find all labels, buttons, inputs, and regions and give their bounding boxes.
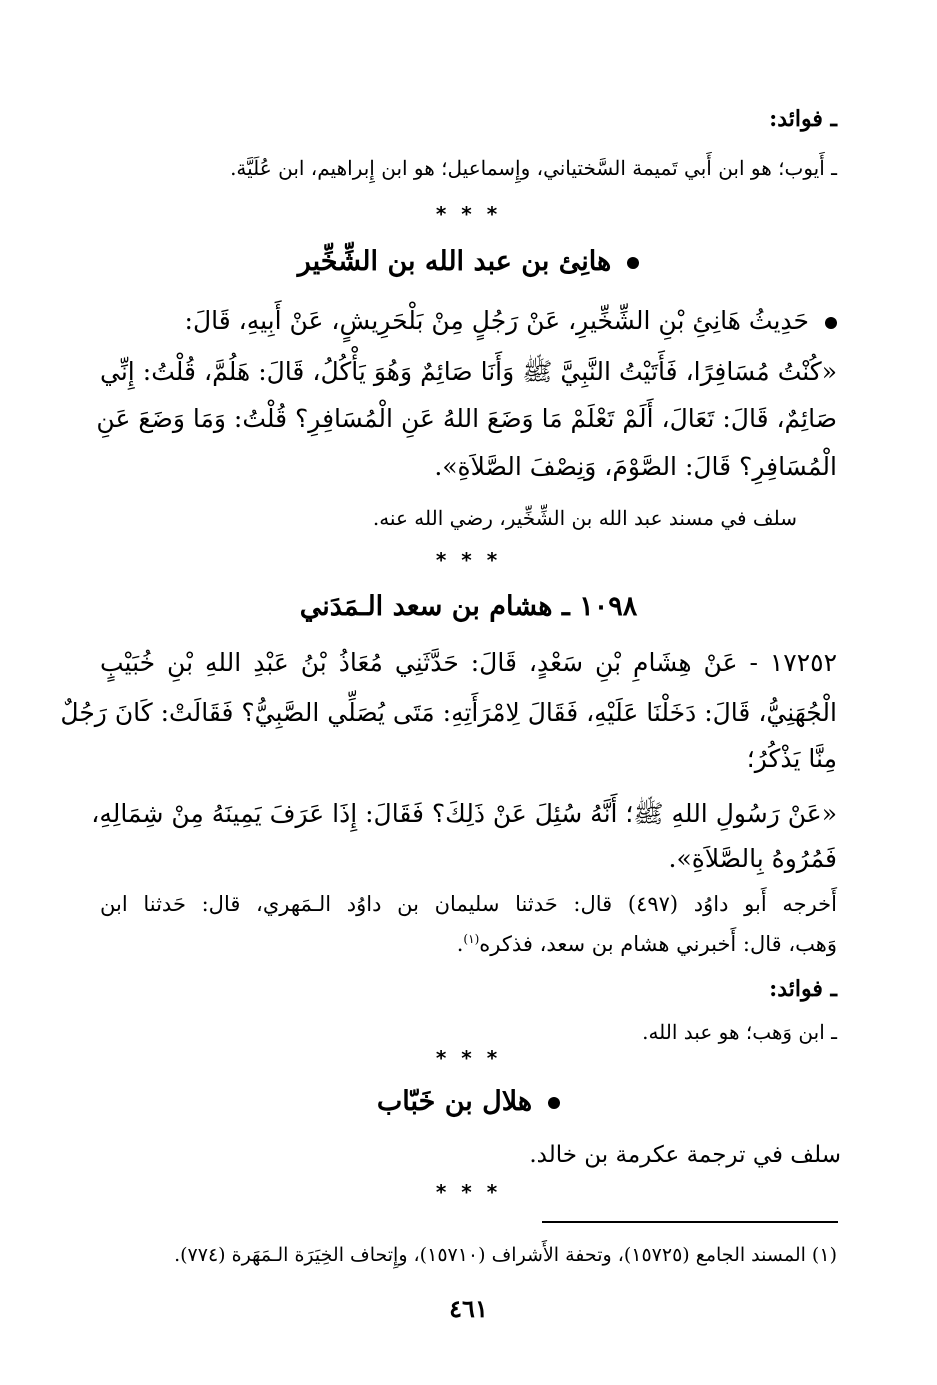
section-divider: * * * — [435, 1046, 502, 1070]
hadith-line: الْجُهَنِيُّ، قَالَ: دَخَلْنَا عَلَيْهِ، فَقَالَ لِامْرَأَتِهِ: مَتَى يُصَلِّي الصَّبِيُّ؟ فَقَالَتْ: كَانَ رَجُلٌ — [60, 698, 837, 727]
reference-note: سلف في مسند عبد الله بن الشِّخِّير، رضي الله عنه. — [372, 506, 797, 530]
fawaid-note: ـ أَيوب؛ هو ابن أَبي تَميمة السَّختياني، وإِسماعيل؛ هو ابن إِبراهيم، ابن عُلَيَّة. — [230, 156, 837, 180]
section-divider: * * * — [435, 1180, 502, 1204]
heading-text: هلال بن خَبّاب — [376, 1086, 533, 1117]
fawaid-label: ـ فوائد: — [769, 976, 837, 1002]
bullet-icon — [627, 257, 639, 269]
takhrij-line: أَخرجه أَبو داوُد (٤٩٧) قال: حَدثنا سليمان بن داوُد الـمَهري، قال: حَدثنا ابن — [100, 892, 837, 916]
section-heading — [100, 1086, 837, 1117]
hadith-line: ١٧٢٥٢ - عَنْ هِشَامِ بْنِ سَعْدٍ، قَالَ: حَدَّثَنِي مُعَاذُ بْنُ عَبْدِ اللهِ بْنِ خُبَيْبٍ — [100, 648, 837, 677]
bullet-icon — [825, 317, 837, 329]
footnote: (١) المسند الجامع (١٥٧٢٥)، وتحفة الأَشراف (١٥٧١٠)، وإِتحاف الخِيَرَة الـمَهَرة (٧٧٤). — [174, 1244, 837, 1266]
hadith-line: «كُنْتُ مُسَافِرًا، فَأَتَيْتُ النَّبِيَّ ﷺ وَأَنَا صَائِمٌ وَهُوَ يَأْكُلُ، قَالَ: هَلُمَّ، قُلْتُ: إِنِّي — [100, 357, 837, 386]
hadith-line: مِنَّا يَذْكُرُ؛ — [746, 744, 837, 773]
fawaid-label: ـ فوائد: — [769, 106, 837, 132]
heading-text: هانِئ بن عبد الله بن الشِّخِّير — [297, 246, 612, 277]
section-divider: * * * — [435, 548, 502, 572]
hadith-line: حَدِيثُ هَانِئِ بْنِ الشِّخِّيرِ، عَنْ رَجُلٍ مِنْ بَلْحَرِيشٍ، عَنْ أَبِيهِ، قَالَ: — [100, 306, 837, 335]
takhrij-line: وَهب، قال: أَخبرني هشام بن سعد، فذكره$^{(١)}$. — [456, 932, 837, 956]
section-heading — [100, 246, 837, 277]
footnote-divider — [542, 1221, 838, 1223]
reference-note: سلف في ترجمة عكرمة بن خالد. — [529, 1142, 841, 1168]
hadith-line: الْمُسَافِرِ؟ قَالَ: الصَّوْمَ، وَنِصْفَ الصَّلاَةِ». — [434, 452, 837, 481]
bullet-icon — [548, 1097, 560, 1109]
hadith-line: «عَنْ رَسُولِ اللهِ ﷺ؛ أَنَّهُ سُئِلَ عَنْ ذَلِكَ؟ فَقَالَ: إِذَا عَرَفَ يَمِينَهُ مِنْ شِمَالِهِ، — [91, 799, 837, 828]
hadith-line: صَائِمٌ، قَالَ: تَعَالَ، أَلَمْ تَعْلَمْ مَا وَضَعَ اللهُ عَنِ الْمُسَافِرِ؟ قُلْتُ: وَمَا وَضَعَ عَنِ — [96, 404, 837, 433]
fawaid-note: ـ ابن وَهب؛ هو عبد الله. — [642, 1020, 837, 1044]
section-heading: ١٠٩٨ ـ هشام بن سعد الـمَدَني — [299, 591, 638, 622]
hadith-line: فَمُرُوهُ بِالصَّلاَةِ». — [668, 844, 837, 873]
section-divider: * * * — [435, 202, 502, 226]
page-number: ٤٦١ — [449, 1294, 488, 1323]
footnote-reference[interactable]: (١) — [463, 932, 480, 946]
